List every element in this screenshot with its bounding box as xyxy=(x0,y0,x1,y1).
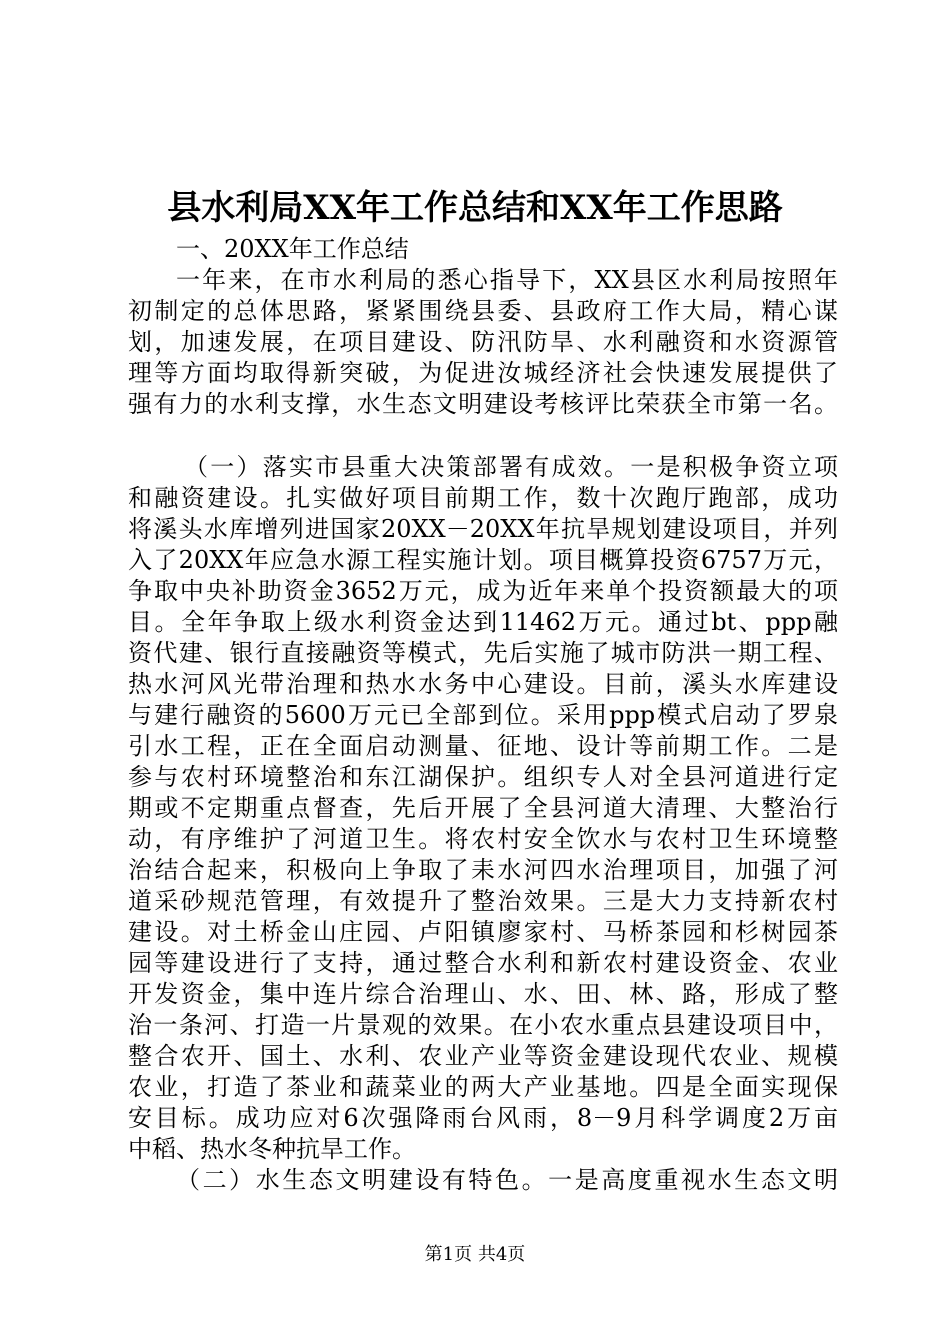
paragraph-line: （二）水生态文明建设有特色。一是高度重视水生态文明 xyxy=(176,1166,838,1194)
paragraph-line: 引水工程，正在全面启动测量、征地、设计等前期工作。二是 xyxy=(128,732,838,760)
paragraph-line: 治一条河、打造一片景观的效果。在小农水重点县建设项目中， xyxy=(128,1011,838,1039)
paragraph-line: 入了20XX年应急水源工程实施计划。项目概算投资6757万元， xyxy=(128,546,838,574)
paragraph-line: （一）落实市县重大决策部署有成效。一是积极争资立项 xyxy=(184,453,838,481)
paragraph-decisions xyxy=(128,452,838,1165)
paragraph-line: 与建行融资的5600万元已全部到位。采用ppp模式启动了罗泉 xyxy=(128,701,838,729)
paragraph-ecology xyxy=(128,1165,838,1196)
paragraph-line: 将溪头水库增列进国家20XX－20XX年抗旱规划建设项目，并列 xyxy=(128,515,838,543)
paragraph-line: 中稻、热水冬种抗旱工作。 xyxy=(128,1135,416,1163)
paragraph-line: 整合农开、国土、水利、农业产业等资金建设现代农业、规模 xyxy=(128,1042,838,1070)
paragraph-intro xyxy=(128,265,838,420)
paragraph-line: 一年来，在市水利局的悉心指导下，XX县区水利局按照年 xyxy=(176,266,838,294)
paragraph-line: 参与农村环境整治和东江湖保护。组织专人对全县河道进行定 xyxy=(128,763,838,791)
paragraph-line: 强有力的水利支撑，水生态文明建设考核评比荣获全市第一名。 xyxy=(128,390,838,418)
paragraph-line: 热水河风光带治理和热水水务中心建设。目前，溪头水库建设 xyxy=(128,670,838,698)
document-title: 县水利局XX年工作总结和XX年工作思路 xyxy=(167,188,783,228)
decisions-section xyxy=(128,452,838,1196)
paragraph-line: 动，有序维护了河道卫生。将农村安全饮水与农村卫生环境整 xyxy=(128,825,838,853)
paragraph-line: 园等建设进行了支持，通过整合水利和新农村建设资金、农业 xyxy=(128,949,838,977)
page-indicator: 第1页 共4页 xyxy=(424,1244,526,1265)
paragraph-line: 争取中央补助资金3652万元，成为近年来单个投资额最大的项 xyxy=(128,577,838,605)
paragraph-line: 和融资建设。扎实做好项目前期工作，数十次跑厅跑部，成功 xyxy=(128,484,838,512)
paragraph-line: 安目标。成功应对6次强降雨台风雨，8－9月科学调度2万亩 xyxy=(128,1104,838,1132)
summary-section xyxy=(128,234,838,420)
section-heading: 一、20XX年工作总结 xyxy=(176,235,409,263)
paragraph-line: 建设。对土桥金山庄园、卢阳镇廖家村、马桥茶园和杉树园茶 xyxy=(128,918,838,946)
paragraph-line: 初制定的总体思路，紧紧围绕县委、县政府工作大局，精心谋 xyxy=(128,297,838,325)
paragraph-line: 农业，打造了茶业和蔬菜业的两大产业基地。四是全面实现保 xyxy=(128,1073,838,1101)
paragraph-line: 资代建、银行直接融资等模式，先后实施了城市防洪一期工程、 xyxy=(128,639,838,667)
paragraph-line: 期或不定期重点督查，先后开展了全县河道大清理、大整治行 xyxy=(128,794,838,822)
paragraph-line: 道采砂规范管理，有效提升了整治效果。三是大力支持新农村 xyxy=(128,887,838,915)
paragraph-line: 治结合起来，积极向上争取了耒水河四水治理项目，加强了河 xyxy=(128,856,838,884)
paragraph-line: 目。全年争取上级水利资金达到11462万元。通过bt、ppp融 xyxy=(128,608,838,636)
paragraph-line: 开发资金，集中连片综合治理山、水、田、林、路，形成了整 xyxy=(128,980,838,1008)
paragraph-line: 理等方面均取得新突破，为促进汝城经济社会快速发展提供了 xyxy=(128,359,838,387)
paragraph-line: 划，加速发展，在项目建设、防汛防旱、水利融资和水资源管 xyxy=(128,328,838,356)
